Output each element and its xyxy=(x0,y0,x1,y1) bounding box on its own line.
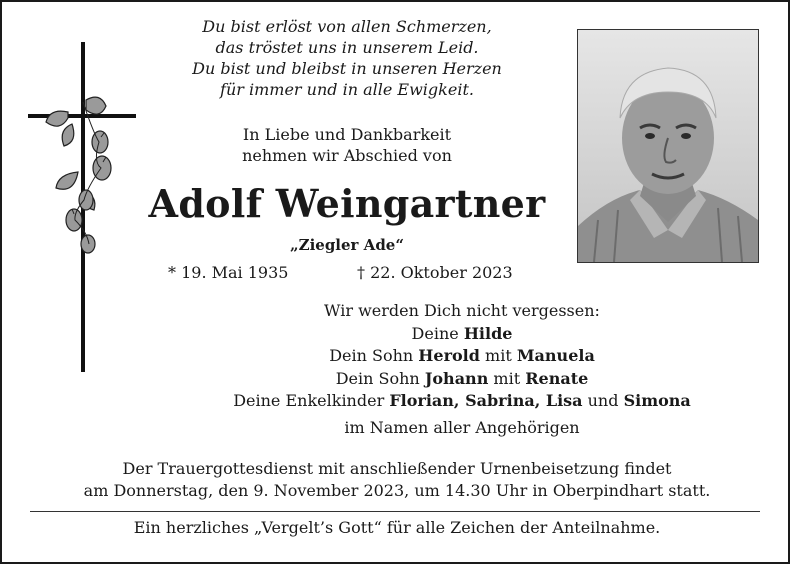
mourner-name: Manuela xyxy=(516,346,595,365)
mourner-name: Renate xyxy=(525,368,589,388)
portrait-photo xyxy=(577,29,759,263)
mourner-line xyxy=(192,345,732,368)
poem-line: Du bist erlöst von allen Schmerzen, xyxy=(202,17,492,36)
mourners-closing: im Namen aller Angehörigen xyxy=(344,417,580,437)
thanks-line: Ein herzliches „Vergelt’s Gott“ für alle Zeichen der Anteilnahme. xyxy=(133,518,661,537)
poem-line: für immer und in alle Ewigkeit. xyxy=(220,80,474,99)
mourner-name: Herold xyxy=(418,346,480,365)
service-line: am Donnerstag, den 9. November 2023, um 14.30 Uhr in Oberpindhart statt. xyxy=(83,481,711,500)
farewell-line: nehmen wir Abschied von xyxy=(242,146,452,165)
mourner-prefix: Dein Sohn xyxy=(329,346,419,365)
mourners-intro: Wir werden Dich nicht vergessen: xyxy=(324,301,600,320)
service-info xyxy=(22,458,772,502)
mourner-name: Hilde xyxy=(463,323,513,343)
mourner-connector: mit xyxy=(479,346,517,365)
mourners-block xyxy=(192,300,732,439)
mourner-name: Florian, Sabrina, Lisa xyxy=(389,391,583,410)
mourner-connector: mit xyxy=(488,368,526,388)
mourner-connector: und xyxy=(582,391,624,410)
service-line: Der Trauergottesdienst mit anschließender Urnenbeisetzung findet xyxy=(122,459,672,478)
poem-line: das tröstet uns in unserem Leid. xyxy=(215,38,479,57)
birth-date: * 19. Mai 1935 xyxy=(168,263,289,282)
mourner-prefix: Dein Sohn xyxy=(335,368,425,388)
poem-line: Du bist und bleibst in unseren Herzen xyxy=(192,59,502,78)
deceased-nickname: „Ziegler Ade“ xyxy=(290,236,404,254)
farewell-intro xyxy=(152,124,542,166)
poem xyxy=(152,16,542,100)
mourner-prefix: Deine xyxy=(411,323,464,343)
mourner-line xyxy=(192,390,732,413)
mourner-prefix: Deine Enkelkinder xyxy=(233,391,390,410)
divider xyxy=(30,511,760,512)
mourner-line xyxy=(192,323,732,346)
mourner-name: Simona xyxy=(623,391,691,410)
farewell-line: In Liebe und Dankbarkeit xyxy=(242,125,452,144)
portrait-illustration xyxy=(578,30,758,262)
death-date: † 22. Oktober 2023 xyxy=(357,263,513,282)
mourner-line xyxy=(192,368,732,391)
mourner-name: Johann xyxy=(424,368,489,388)
deceased-name: Adolf Weingartner xyxy=(148,181,546,226)
